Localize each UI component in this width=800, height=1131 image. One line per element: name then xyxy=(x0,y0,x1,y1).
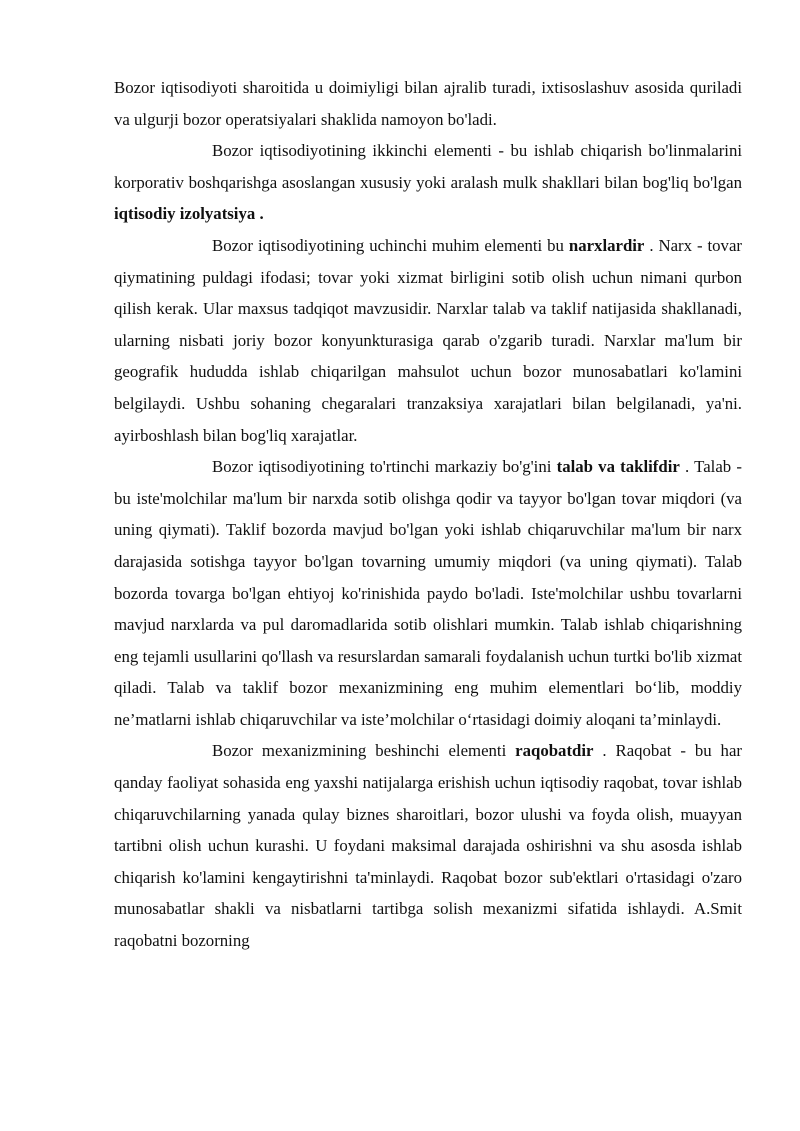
paragraph-text: . Talab - bu iste'molchilar ma'lum bir narxda sotib olishga qodir va tayyor bo'lgan tovar miqdori (va uning qiymati). Taklif bozorda mavjud bo'lgan yoki ishlab chiqaruvchilar ma'lum bir narx darajasida sotishga tayyor bo'lgan tovarning umumiy miqdori (va uning qiymati). Talab bozorda tovarga bo'lgan ehtiyoj ko'rinishida paydo bo'ladi. Iste'molchilar ushbu tovarlarni mavjud narxlarda va pul daromadlarida sotib olishlari mumkin. Talab ishlab chiqarishning eng tejamli usullarini qo'llash va resurslardan samarali foydalanish uchun turtki bo'lib xizmat qiladi. Talab va taklif bozor mexanizmining eng muhim elementlari bo‘lib, moddiy ne’matlarni ishlab chiqaruvchilar va iste’molchilar o‘rtasidagi doimiy aloqani ta’minlaydi. xyxy=(114,457,742,729)
bold-term: iqtisodiy izolyatsiya . xyxy=(114,204,264,224)
bold-term: raqobatdir xyxy=(515,741,594,761)
paragraph xyxy=(114,735,742,956)
paragraph-text: . Narx - tovar qiymatining puldagi ifodasi; tovar yoki xizmat birligini sotib olish uchun nimani qurbon qilish kerak. Ular maxsus tadqiqot mavzusidir. Narxlar talab va taklif natijasida shakllanadi, ularning nisbati joriy bozor konyunkturasiga qarab o'zgarib turadi. Narxlar ma'lum bir geografik hududda ishlab chiqarilgan mahsulot uchun bozor munosabatlari ko'lamini belgilaydi. Ushbu sohaning chegaralari tranzaksiya xarajatlari bilan belgilanadi, ya'ni. ayirboshlash bilan bog'liq xarajatlar. xyxy=(114,235,742,445)
paragraph xyxy=(114,72,742,135)
bold-term: talab va taklifdir xyxy=(556,457,680,477)
bold-term: narxlardir xyxy=(568,235,645,255)
paragraph xyxy=(114,230,742,451)
paragraph-text: Bozor iqtisodiyotining to'rtinchi markaziy bo'g'ini xyxy=(212,457,557,477)
paragraph-text: Bozor iqtisodiyoti sharoitida u doimiyligi bilan ajralib turadi, ixtisoslashuv asosida quriladi va ulgurji bozor operatsiyalari shaklida namoyon bo'ladi. xyxy=(114,78,742,129)
paragraph-text: Bozor mexanizmining beshinchi elementi xyxy=(212,741,516,761)
paragraph-text: Bozor iqtisodiyotining ikkinchi elementi - bu ishlab chiqarish bo'linmalarini korporativ boshqarishga asoslangan xususiy yoki aralash mulk shakllari bilan bog'liq bo'lgan xyxy=(114,141,742,192)
paragraph xyxy=(114,451,742,735)
paragraph-text: . Raqobat - bu har qanday faoliyat sohasida eng yaxshi natijalarga erishish uchun iqtisodiy raqobat, tovar ishlab chiqaruvchilarning yanada qulay biznes sharoitlari, bozor ulushi va foyda olish, muayyan tartibni olish uchun kurashi. U foydani maksimal darajada oshirishni va shu asosda ishlab chiqarish ko'lamini kengaytirishni ta'minlaydi. Raqobat bozor sub'ektlari o'rtasidagi o'zaro munosabatlar shakli va nisbatlarni tartibga solish mexanizmi sifatida ishlaydi. A.Smit raqobatni bozorning xyxy=(114,741,742,951)
document-page xyxy=(114,72,742,957)
paragraph xyxy=(114,135,742,230)
paragraph-text: Bozor iqtisodiyotining uchinchi muhim elementi bu xyxy=(212,235,569,255)
